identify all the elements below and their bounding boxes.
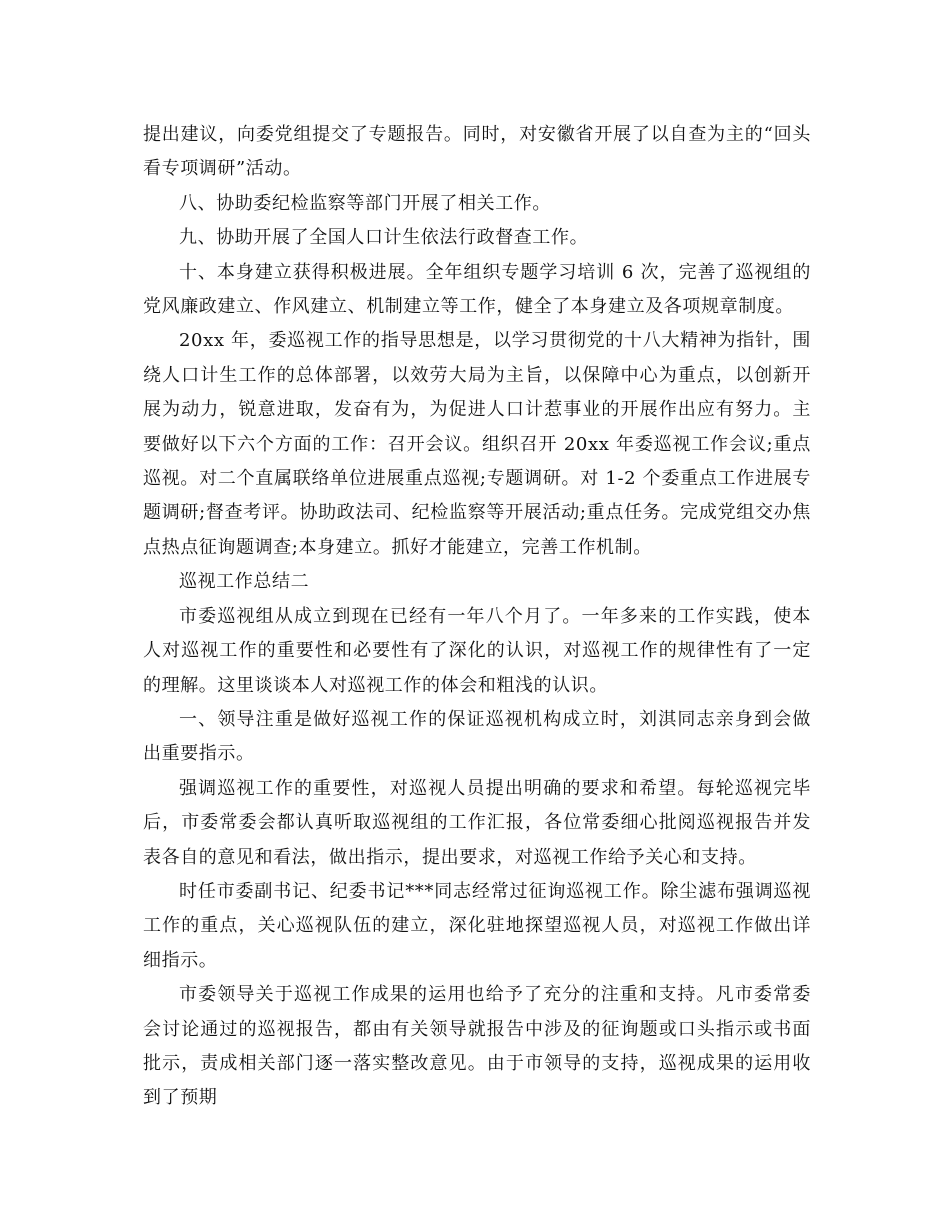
paragraph-7: 市委巡视组从成立到现在已经有一年八个月了。一年多来的工作实践，使本人对巡视工作的重要性和必要性有了深化的认识，对巡视工作的规律性有了一定的理解。这里谈谈本人对巡视工作的体会和粗浅的认识。: [143, 605, 811, 696]
paragraph-5: 20xx 年，委巡视工作的指导思想是，以学习贯彻党的十八大精神为指针，围绕人口计生工作的总体部署，以效劳大局为主旨，以保障中心为重点，以创新开展为动力，锐意进取，发奋有为，为促进人口计惹事业的开展作出应有努力。主要做好以下六个方面的工作：召开会议。组织召开 20xx 年委巡视工作会议;重点巡视。对二个直属联络单位进展重点巡视;专题调研。对 1-2 个委重点工作进展专题调研;督查考评。协助政法司、纪检监察等开展活动;重点任务。完成党组交办焦点热点征询题调查;本身建立。抓好才能建立，完善工作机制。: [143, 330, 811, 558]
paragraph-9: 强调巡视工作的重要性，对巡视人员提出明确的要求和希望。每轮巡视完毕后，市委常委会都认真听取巡视组的工作汇报，各位常委细心批阅巡视报告并发表各自的意见和看法，做出指示，提出要求，对巡视工作给予关心和支持。: [143, 777, 811, 868]
paragraph-4: 十、本身建立获得积极进展。全年组织专题学习培训 6 次，完善了巡视组的党风廉政建立、作风建立、机制建立等工作，健全了本身建立及各项规章制度。: [143, 261, 811, 318]
paragraph-3: 九、协助开展了全国人口计生依法行政督查工作。: [179, 227, 589, 249]
section-heading: 巡视工作总结二: [179, 571, 310, 593]
paragraph-8: 一、领导注重是做好巡视工作的保证巡视机构成立时，刘淇同志亲身到会做出重要指示。: [143, 708, 811, 765]
paragraph-10: 时任市委副书记、纪委书记***同志经常过征询巡视工作。除尘滤布强调巡视工作的重点，关心巡视队伍的建立，深化驻地探望巡视人员，对巡视工作做出详细指示。: [143, 880, 811, 971]
paragraph-11: 市委领导关于巡视工作成果的运用也给予了充分的注重和支持。凡市委常委会讨论通过的巡视报告，都由有关领导就报告中涉及的征询题或口头指示或书面批示，责成相关部门逐一落实整改意见。由于市领导的支持，巡视成果的运用收到了预期: [143, 984, 811, 1109]
paragraph-2: 八、协助委纪检监察等部门开展了相关工作。: [179, 192, 551, 214]
document-body: [143, 118, 811, 1116]
paragraph-1: 提出建议，向委党组提交了专题报告。同时，对安徽省开展了以自查为主的“回头看专项调研”活动。: [143, 124, 811, 180]
